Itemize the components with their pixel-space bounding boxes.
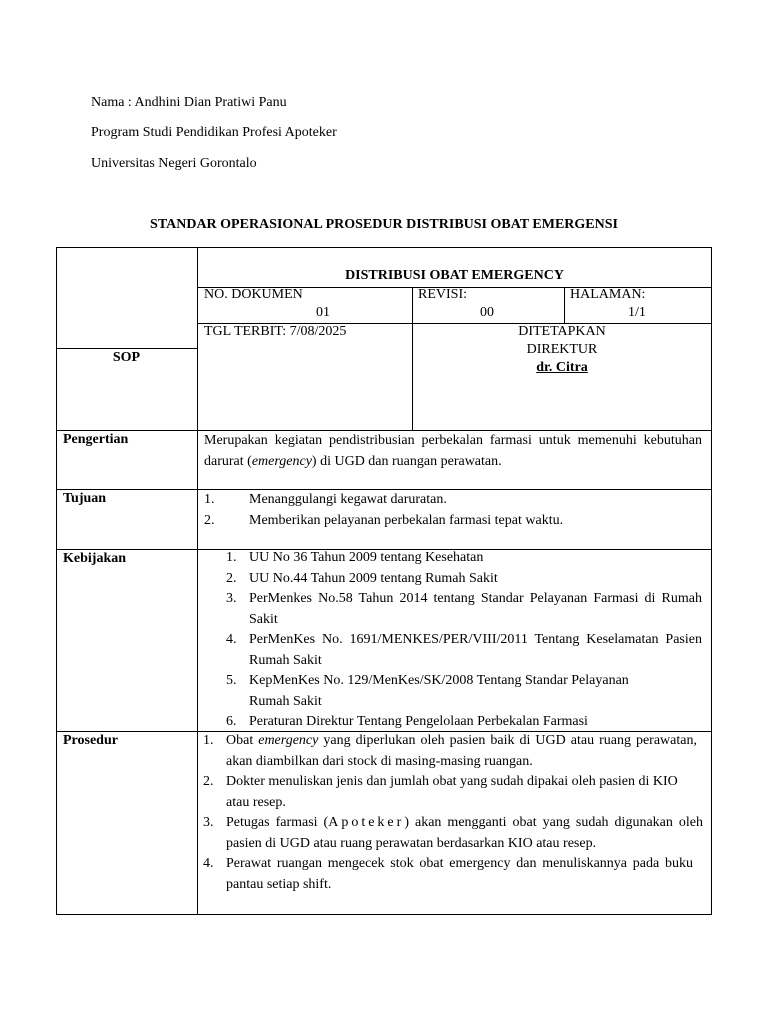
- study-program: Program Studi Pendidikan Profesi Apoteker: [91, 125, 337, 140]
- list-item: [204, 510, 702, 531]
- direktur-name: [412, 359, 712, 377]
- list-text: PerMenkes No.58 Tahun 2014 tentang Standar Pelayanan Farmasi di Rumah Sakit: [249, 591, 702, 627]
- list-text: yang diperlukan oleh pasien baik di UGD atau ruang perawatan, akan diambilkan dari stock di masing-masing ruangan.: [226, 733, 697, 769]
- list-item: [226, 548, 702, 569]
- direktur-label: DIREKTUR: [526, 342, 598, 357]
- list-number: 2.: [203, 774, 214, 789]
- tgl-terbit: TGL TERBIT: 7/08/2025: [204, 324, 347, 339]
- prosedur-label: Prosedur: [63, 733, 118, 748]
- pengertian-text-part: Merupakan kegiatan pendistribusian perbekalan farmasi untuk memenuhi kebutuhan darurat (: [204, 433, 702, 469]
- pengertian-label: Pengertian: [63, 432, 129, 447]
- direktur-name-text: dr. Citra: [536, 360, 588, 375]
- halaman-label: HALAMAN:: [570, 287, 646, 302]
- list-text: UU No.44 Tahun 2009 tentang Rumah Sakit: [249, 570, 498, 586]
- no-dokumen-value: 01: [316, 305, 330, 320]
- list-text-spaced: Apoteker: [328, 815, 405, 830]
- list-number: 6.: [226, 714, 237, 729]
- header-column-divider: [564, 287, 565, 323]
- list-number: 3.: [226, 591, 237, 606]
- list-number: 2.: [204, 513, 215, 528]
- halaman-value: 1/1: [628, 305, 646, 320]
- prosedur-list: [203, 731, 703, 895]
- pengertian-text-part: ) di UGD dan ruangan perawatan.: [311, 454, 502, 469]
- ditetapkan-label: DITETAPKAN: [518, 324, 606, 339]
- revisi-label: REVISI:: [418, 287, 467, 302]
- doc-title: DISTRIBUSI OBAT EMERGENCY: [345, 268, 564, 283]
- list-item: [203, 772, 703, 813]
- sop-label: SOP: [112, 350, 141, 365]
- list-item: [203, 813, 703, 854]
- list-number: 1.: [226, 550, 237, 565]
- tujuan-list: [204, 489, 702, 531]
- student-name: Nama : Andhini Dian Pratiwi Panu: [91, 95, 287, 110]
- list-text: Dokter menuliskan jenis dan jumlah obat yang sudah dipakai oleh pasien di KIO atau resep.: [226, 774, 678, 810]
- no-dokumen-label: NO. DOKUMEN: [204, 287, 303, 302]
- list-number: 5.: [226, 673, 237, 688]
- list-text: Memberikan pelayanan perbekalan farmasi tepat waktu.: [249, 513, 564, 528]
- list-number: 4.: [203, 856, 214, 871]
- list-text: Peraturan Direktur Tentang Pengelolaan Perbekalan Farmasi: [249, 714, 588, 729]
- list-number: 3.: [203, 815, 214, 830]
- kebijakan-label: Kebijakan: [63, 551, 127, 566]
- list-item: [226, 712, 702, 733]
- list-text: Menanggulangi kegawat daruratan.: [249, 492, 447, 507]
- list-item: [203, 731, 703, 772]
- list-number: 2.: [226, 570, 237, 586]
- list-text: Perawat ruangan mengecek stok obat emergency dan menuliskannya pada buku pantau setiap shift.: [226, 856, 693, 892]
- pengertian-text: [204, 430, 702, 472]
- kebijakan-list: [226, 548, 702, 733]
- list-text: PerMenKes No. 1691/MENKES/PER/VIII/2011 Tentang Keselamatan Pasien Rumah Sakit: [249, 632, 702, 668]
- list-number: 1.: [204, 492, 215, 507]
- list-item: [226, 630, 702, 671]
- list-text: ) akan mengganti obat yang sudah digunakan oleh pasien di UGD atau ruang perawatan berdasarkan KIO atau resep.: [226, 815, 703, 851]
- list-text: Petugas farmasi (: [226, 815, 329, 830]
- list-text-emphasis: emergency: [258, 733, 319, 748]
- document-title: STANDAR OPERASIONAL PROSEDUR DISTRIBUSI OBAT EMERGENSI: [150, 217, 618, 232]
- list-number: 1.: [203, 733, 214, 748]
- list-item: [226, 589, 702, 630]
- tujuan-label: Tujuan: [63, 491, 107, 506]
- list-number: 4.: [226, 632, 237, 647]
- table-border-top: [56, 247, 712, 248]
- list-item: [226, 569, 702, 590]
- list-text: KepMenKes No. 129/MenKes/SK/2008 Tentang Standar Pelayanan Rumah Sakit: [249, 673, 629, 709]
- university: Universitas Negeri Gorontalo: [91, 156, 257, 171]
- list-item: [204, 489, 702, 510]
- list-text: UU No 36 Tahun 2009 tentang Kesehatan: [249, 550, 484, 565]
- list-item: [226, 671, 702, 712]
- list-item: [203, 854, 703, 895]
- pengertian-emphasis: emergency: [251, 454, 312, 469]
- table-column-divider: [197, 247, 198, 915]
- list-text: Obat: [226, 733, 259, 748]
- revisi-value: 00: [480, 305, 494, 320]
- table-border-bottom: [56, 914, 712, 915]
